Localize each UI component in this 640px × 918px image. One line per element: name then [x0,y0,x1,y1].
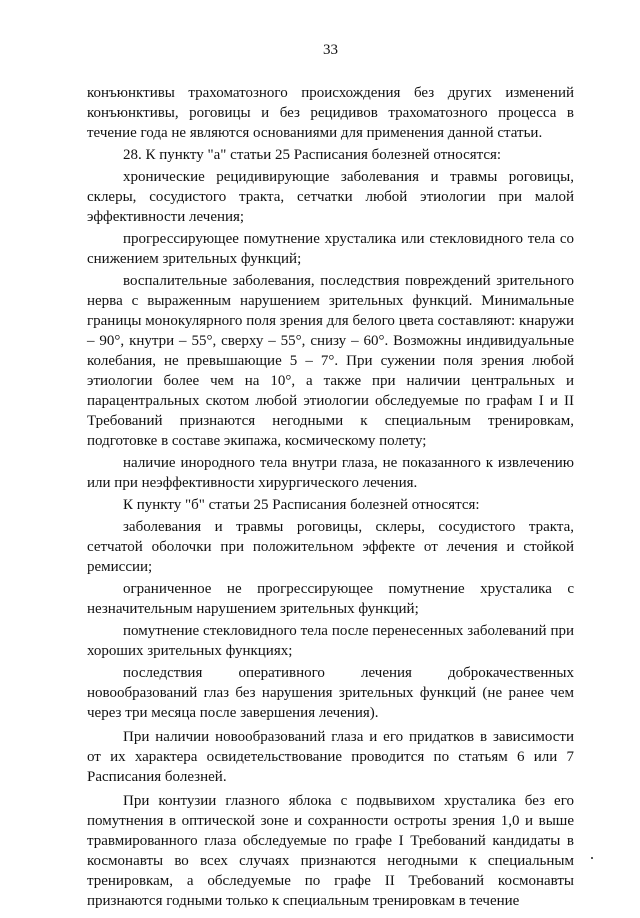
paragraph-vitreous-opacity: помутнение стекловидного тела после перенесенных заболеваний при хороших зрительных функциях; [87,623,574,659]
page-number: 33 [323,42,338,58]
paragraph-diseases-remission: заболевания и травмы роговицы, склеры, сосудистого тракта, сетчатой оболочки при положительном эффекте от лечения и стойкой ремиссии; [87,519,574,575]
paragraph-item-b-heading: К пункту "б" статьи 25 Расписания болезней относятся: [123,497,480,513]
paragraph-foreign-body: наличие инородного тела внутри глаза, не показанного к извлечению или при неэффективности хирургического лечения. [87,455,574,491]
paragraph-surgery-consequences: последствия оперативного лечения доброкачественных новообразований глаз без нарушения зрительных функций (не ранее чем через три месяца после завершения лечения). [87,665,574,721]
paragraph-conjunctiva: конъюнктивы трахоматозного происхождения без других изменений конъюнктивы, роговицы и без рецидивов трахоматозного процесса в течение года не являются основаниями для применения данной статьи. [87,85,574,141]
scan-speck [591,857,593,859]
paragraph-chronic-diseases: хронические рецидивирующие заболевания и травмы роговицы, склеры, сосудистого тракта, сетчатки любой этиологии при малой эффективности лечения; [87,169,574,225]
paragraph-contusion: При контузии глазного яблока с подвывихом хрусталика без его помутнения в оптической зоне и сохранности остроты зрения 1,0 и выше травмированного глаза обследуемые по графе I Требований кандидаты в космонавты во всех случаях признаются негодными к специальным тренировкам, а обследуемые по графе II Требований космонавты признаются годными только к специальным тренировкам в течение [87,793,574,909]
paragraph-progressive-opacity: прогрессирующее помутнение хрусталика или стекловидного тела со снижением зрительных функций; [87,231,574,267]
paragraph-neoplasms: При наличии новообразований глаза и его придатков в зависимости от их характера освидетельствование проводится по статьям 6 или 7 Расписания болезней. [87,729,574,785]
paragraph-limited-opacity: ограниченное не прогрессирующее помутнение хрусталика с незначительным нарушением зрительных функций; [87,581,574,617]
paragraph-optic-nerve: воспалительные заболевания, последствия повреждений зрительного нерва с выраженным нарушением зрительных функций. Минимальные границы монокулярного поля зрения для белого цвета составляют: кнаружи – 90°, кнутри – 55°, сверху – 55°, снизу – 60°. Возможны индивидуальные колебания, не превышающие 5 – 7°. При сужении поля зрения любой этиологии более чем на 10°, а также при наличии центральных и парацентральных скотом любой этиологии обследуемые по графам I и II Требований признаются негодными к специальным тренировкам, подготовке в составе экипажа, космическому полету; [87,273,574,449]
paragraph-item-28-heading: 28. К пункту "а" статьи 25 Расписания болезней относятся: [123,147,502,163]
